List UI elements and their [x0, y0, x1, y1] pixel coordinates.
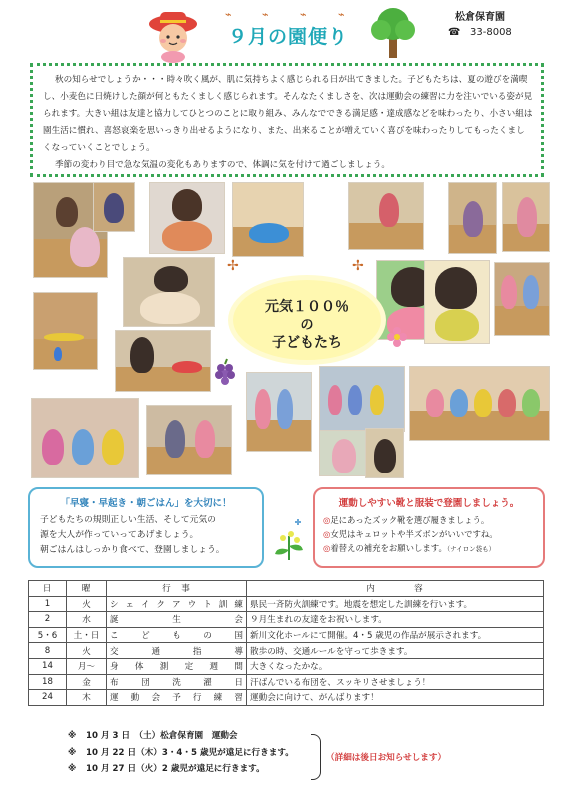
column-header-day: 曜: [67, 581, 107, 597]
photo: [123, 257, 215, 327]
photo: [365, 428, 404, 478]
cell-day: 火: [67, 596, 107, 612]
info-box-title: 「早寝・早起き・朝ごはん」を大切に！: [60, 498, 232, 509]
cell-event: シェイクアウト訓練: [107, 596, 247, 612]
info-box-line-text: 足にあったズック靴を選び履きましょう。: [330, 515, 490, 525]
photo: [494, 262, 550, 336]
tree-icon: [368, 4, 418, 60]
info-box-shoes: [313, 487, 545, 568]
badge-line-1: 元気１００％: [265, 299, 349, 315]
dragonfly-icon: ✢: [352, 258, 364, 274]
photo: [319, 430, 368, 476]
note-item: [68, 745, 294, 762]
cell-detail: 県民一斉防火訓練です。地震を想定した訓練を行います。: [247, 596, 544, 612]
dragonfly-icon: ⌁: [338, 8, 345, 21]
note-mark: ※: [68, 747, 77, 758]
dragonfly-icon: ⌁: [225, 8, 232, 21]
cell-detail: 新川文化ホールにて開催。4・5 歳児の作品が展示されます。: [247, 627, 544, 643]
photo: [409, 366, 550, 441]
cell-day: 木: [67, 690, 107, 706]
table-row: [29, 612, 544, 628]
details-later-note: （詳細は後日お知らせします）: [326, 753, 447, 763]
table-row: [29, 596, 544, 612]
info-box-title: 運動しやすい靴と服装で登園しましょう。: [338, 498, 520, 509]
badge-line-3: 子どもたち: [272, 335, 342, 351]
intro-paragraph-2: 季節の変わり目で急な気温の変化もありますので、体調に気を付けて過ごしましょう。: [55, 160, 390, 170]
info-box-note: （ナイロン袋も）: [446, 545, 496, 553]
schedule-table: [28, 580, 544, 706]
flower-icon: [386, 326, 408, 348]
intro-paragraph-1: 秋の知らせでしょうか・・・時々吹く風が、肌に気持ちよく感じられる日が出てきました。子どもたちは、夏の遊びを満喫し、小麦色に日焼けした顔が何ともたくましく感じられます。そんなたくましさを、次は運動会の練習に力を注いでいる姿が見られます。大きい組は友達と協力してひとつのことに取り組み、みんなでできる満足感・達成感などを味わったり、小さい組は園生活に慣れ、喜怒哀楽を思いっきり出せるようになり、また、出来ることが増えていく喜びを味わったりしてもったくましくなっていくことでしょう。: [43, 75, 533, 153]
table-row: [29, 658, 544, 674]
badge-line-2: の: [300, 318, 314, 333]
cell-event: 布団洗濯日: [107, 674, 247, 690]
dragonfly-icon: ⌁: [262, 8, 269, 21]
cell-day: 火: [67, 643, 107, 659]
cell-date: 24: [29, 690, 67, 706]
info-box-line-text: 着替えの補充をお願いします。: [330, 543, 447, 553]
table-row: [29, 627, 544, 643]
cell-date: 18: [29, 674, 67, 690]
cell-day: 土・日: [67, 627, 107, 643]
column-header-detail: 内 容: [247, 581, 544, 597]
center-badge: [233, 280, 381, 360]
bullet-mark: ◎: [323, 515, 331, 525]
dragonfly-icon: ⌁: [300, 8, 307, 21]
photo: [448, 182, 497, 254]
brace: [311, 734, 321, 780]
grapes-icon: [211, 358, 241, 388]
cell-event: こどもの国: [107, 627, 247, 643]
info-box-line: 源を大人が作っていってあげましょう。: [40, 530, 199, 540]
note-text: 10 月 27 日（火）2 歳児が遠足に行きます。: [86, 764, 265, 774]
child-with-hat-icon: [138, 4, 208, 64]
photo: [232, 182, 304, 257]
cell-event: 運動会予行練習: [107, 690, 247, 706]
info-box-line: 子どもたちの規則正しい生活、そして元気の: [40, 515, 216, 525]
upcoming-notes: [68, 728, 294, 778]
bullet-mark: ◎: [323, 543, 331, 553]
cell-event: 交通指導: [107, 643, 247, 659]
page-title: ９月の園便り: [227, 26, 348, 48]
cell-day: 月～: [67, 658, 107, 674]
photo: [115, 330, 211, 392]
cell-date: 2: [29, 612, 67, 628]
table-header-row: [29, 581, 544, 597]
info-box-line: [323, 513, 535, 527]
note-mark: ※: [68, 764, 77, 774]
note-text: 10 月 3 日 （土）松倉保育園 運動会: [86, 731, 238, 741]
info-box-line: 朝ごはんはしっかり食べて、登園しましょう。: [40, 545, 225, 555]
cell-date: 8: [29, 643, 67, 659]
phone-icon: ☎: [448, 27, 461, 38]
info-box-line: [323, 527, 535, 541]
photo: [31, 398, 139, 478]
cell-detail: 散歩の時、交通ルールを守って歩きます。: [247, 643, 544, 659]
cell-date: 14: [29, 658, 67, 674]
photo: [502, 182, 550, 252]
note-item: [68, 728, 294, 745]
info-box-sleep: [28, 487, 264, 568]
cell-detail: ９月生まれの友達をお祝いします。: [247, 612, 544, 628]
column-header-date: 日: [29, 581, 67, 597]
table-row: [29, 690, 544, 706]
photo: [93, 182, 135, 232]
note-item: [68, 761, 294, 778]
photo: [146, 405, 232, 475]
column-header-event: 行 事: [107, 581, 247, 597]
cell-date: 5・6: [29, 627, 67, 643]
org-name: 松倉保育園: [455, 12, 505, 23]
photo: [319, 366, 405, 432]
cell-event: 誕生会: [107, 612, 247, 628]
cell-detail: 大きくなったかな。: [247, 658, 544, 674]
phone-number: [448, 27, 512, 38]
cell-detail: 運動会に向けて、がんばります！: [247, 690, 544, 706]
photo: [424, 260, 490, 344]
dragonfly-icon: ✢: [227, 258, 239, 274]
phone-number-value: 33-8008: [470, 27, 512, 38]
info-box-line: [323, 541, 535, 556]
photo: [348, 182, 424, 250]
cell-detail: 汗ばんでいる布団を、スッキリさせましょう！: [247, 674, 544, 690]
note-mark: ※: [68, 731, 77, 741]
header: [0, 0, 571, 64]
cell-day: 金: [67, 674, 107, 690]
cell-date: 1: [29, 596, 67, 612]
photo: [149, 182, 225, 254]
info-box-line-text: 女児はキュロットや半ズボンがいいですね。: [330, 529, 498, 539]
table-row: [29, 674, 544, 690]
note-text: 10 月 22 日（木）3・4・5 歳児が遠足に行きます。: [86, 747, 294, 758]
flower-icon: [269, 516, 309, 562]
bullet-mark: ◎: [323, 529, 331, 539]
cell-day: 水: [67, 612, 107, 628]
photo: [246, 372, 312, 452]
photo: [33, 292, 98, 370]
cell-event: 身体測定週間: [107, 658, 247, 674]
intro-message: [30, 63, 544, 177]
table-row: [29, 643, 544, 659]
